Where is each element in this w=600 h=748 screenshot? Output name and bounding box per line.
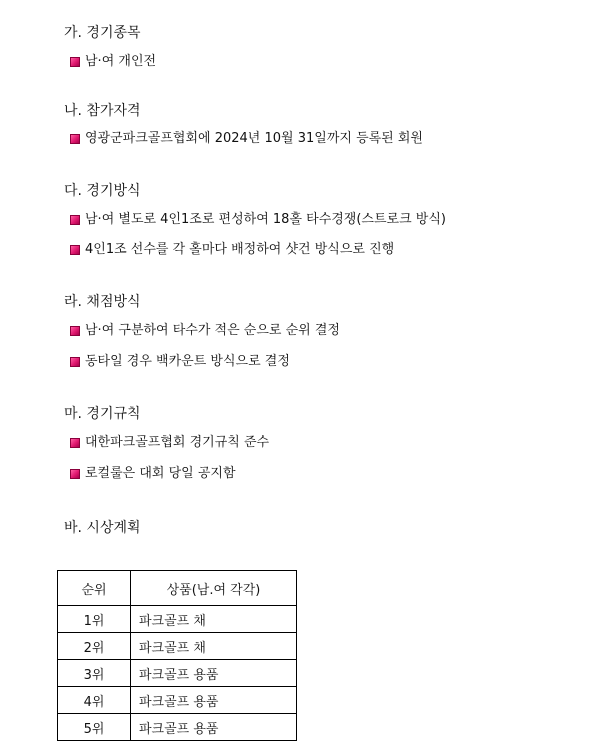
list-item: [70, 53, 156, 71]
table-header-row: [58, 571, 297, 606]
list-item: [70, 241, 394, 259]
list-item: [70, 353, 290, 371]
square-bullet-icon: [70, 357, 80, 367]
list-item-text: 동타일 경우 백카운트 방식으로 결정: [85, 354, 290, 369]
list-item: [70, 465, 236, 483]
square-bullet-icon: [70, 245, 80, 255]
prize-cell: 파크골프 용품: [131, 687, 297, 714]
list-item-text: 남·여 개인전: [85, 54, 157, 69]
list-item-text: 대한파크골프협회 경기규칙 준수: [85, 435, 270, 450]
rank-cell: 5위: [58, 714, 131, 741]
section-heading-awards: 바. 시상계획: [64, 520, 141, 536]
list-item-text: 남·여 별도로 4인1조로 편성하여 18홀 타수경쟁(스트로크 방식): [85, 212, 446, 227]
square-bullet-icon: [70, 134, 80, 144]
rank-cell: 1위: [58, 606, 131, 633]
rank-cell: 3위: [58, 660, 131, 687]
square-bullet-icon: [70, 438, 80, 448]
section-heading-scoring: 라. 채점방식: [64, 294, 141, 310]
section-heading-method: 다. 경기방식: [64, 183, 141, 199]
list-item: [70, 130, 423, 148]
prize-cell: 파크골프 채: [131, 633, 297, 660]
square-bullet-icon: [70, 469, 80, 479]
column-header-prize: 상품(남.여 각각): [131, 571, 297, 606]
prize-cell: 파크골프 용품: [131, 660, 297, 687]
rank-cell: 4위: [58, 687, 131, 714]
table-row: [58, 633, 297, 660]
section-heading-event: 가. 경기종목: [64, 25, 141, 41]
square-bullet-icon: [70, 57, 80, 67]
list-item: [70, 434, 269, 452]
list-item: [70, 322, 340, 340]
prize-cell: 파크골프 채: [131, 606, 297, 633]
table-row: [58, 606, 297, 633]
list-item-text: 로컬룰은 대회 당일 공지함: [85, 466, 236, 481]
section-heading-rules: 마. 경기규칙: [64, 406, 141, 422]
column-header-rank: 순위: [58, 571, 131, 606]
list-item-text: 영광군파크골프협회에 2024년 10월 31일까지 등록된 회원: [85, 131, 423, 146]
list-item: [70, 211, 446, 229]
table-row: [58, 714, 297, 741]
rank-cell: 2위: [58, 633, 131, 660]
awards-table: [57, 570, 297, 741]
prize-cell: 파크골프 용품: [131, 714, 297, 741]
square-bullet-icon: [70, 215, 80, 225]
table-row: [58, 687, 297, 714]
list-item-text: 4인1조 선수를 각 홀마다 배정하여 샷건 방식으로 진행: [85, 242, 395, 257]
table-row: [58, 660, 297, 687]
list-item-text: 남·여 구분하여 타수가 적은 순으로 순위 결정: [85, 323, 340, 338]
section-heading-eligibility: 나. 참가자격: [64, 103, 141, 119]
square-bullet-icon: [70, 326, 80, 336]
